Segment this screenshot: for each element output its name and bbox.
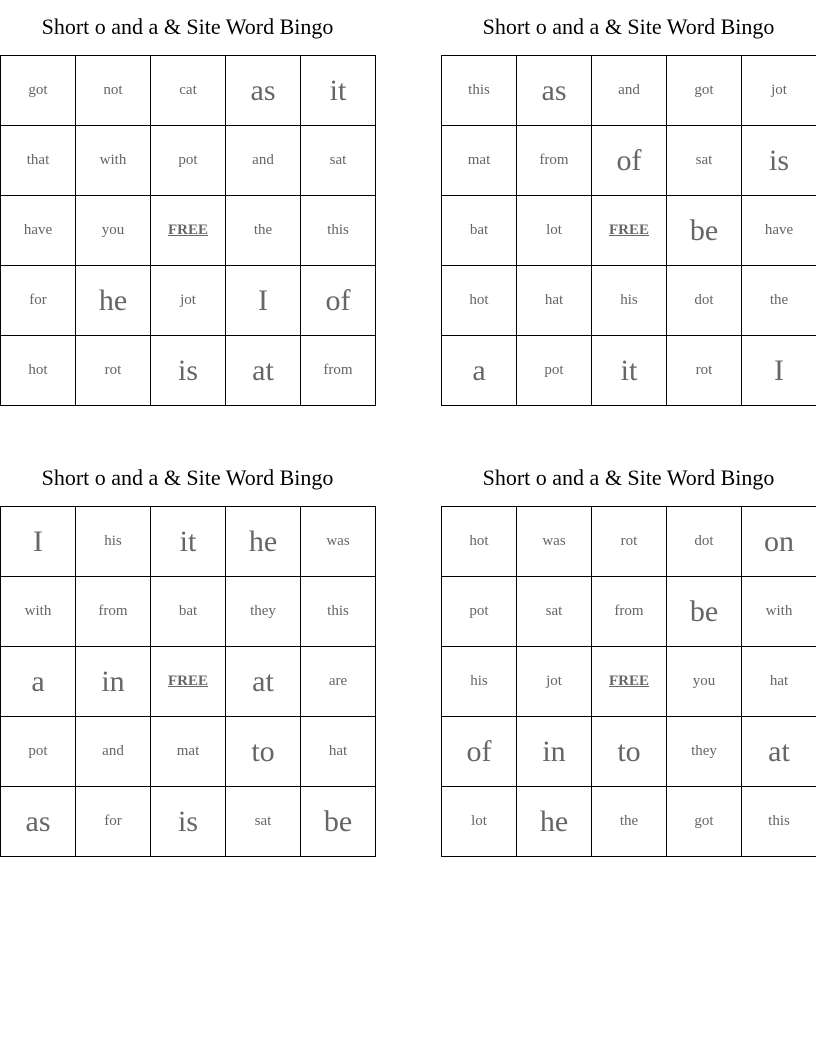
bingo-grid	[0, 506, 376, 857]
card-title: Short o and a & Site Word Bingo	[482, 14, 775, 39]
bingo-cell: sat	[517, 577, 592, 647]
bingo-cell: at	[226, 336, 301, 406]
bingo-card-4	[441, 451, 816, 857]
bingo-cell: hat	[517, 266, 592, 336]
bingo-grid	[0, 55, 376, 406]
bingo-cell: from	[517, 126, 592, 196]
bingo-cell: are	[301, 647, 376, 717]
bingo-cell: in	[517, 717, 592, 787]
bingo-cell: got	[1, 56, 76, 126]
bingo-cell: from	[76, 577, 151, 647]
bingo-cell: lot	[442, 787, 517, 857]
free-space-cell: FREE	[592, 647, 667, 717]
bingo-cell: jot	[742, 56, 816, 126]
bingo-cell: he	[517, 787, 592, 857]
grid-row	[442, 577, 816, 647]
bingo-cell: you	[76, 196, 151, 266]
bingo-cell: it	[592, 336, 667, 406]
bingo-cell: his	[76, 507, 151, 577]
card-title: Short o and a & Site Word Bingo	[482, 465, 775, 490]
bingo-cell: they	[667, 717, 742, 787]
bingo-cell: with	[1, 577, 76, 647]
bingo-cell: his	[442, 647, 517, 717]
grid-row	[1, 56, 376, 126]
bingo-cell: you	[667, 647, 742, 717]
grid-row	[1, 787, 376, 857]
bingo-cell: be	[301, 787, 376, 857]
free-space-cell: FREE	[151, 196, 226, 266]
bingo-cell: a	[442, 336, 517, 406]
bingo-cell: I	[1, 507, 76, 577]
bingo-cell: as	[517, 56, 592, 126]
grid-row	[1, 717, 376, 787]
bingo-cell: to	[226, 717, 301, 787]
bingo-cell: the	[592, 787, 667, 857]
bingo-cell: be	[667, 577, 742, 647]
bingo-cell: lot	[517, 196, 592, 266]
bingo-cell: the	[742, 266, 816, 336]
free-space-cell: FREE	[151, 647, 226, 717]
grid-row	[442, 717, 816, 787]
bingo-cell: and	[76, 717, 151, 787]
grid-row	[442, 336, 816, 406]
bingo-grid	[441, 506, 816, 857]
grid-row	[442, 507, 816, 577]
bingo-cell: that	[1, 126, 76, 196]
bingo-cell: as	[1, 787, 76, 857]
bingo-cell: it	[151, 507, 226, 577]
bingo-cell: pot	[517, 336, 592, 406]
grid-row	[1, 647, 376, 717]
grid-row	[1, 507, 376, 577]
bingo-cell: sat	[301, 126, 376, 196]
bingo-cell: I	[226, 266, 301, 336]
bingo-cell: with	[742, 577, 816, 647]
bingo-cell: this	[742, 787, 816, 857]
bingo-cell: sat	[667, 126, 742, 196]
bingo-cell: in	[76, 647, 151, 717]
bingo-cell: was	[517, 507, 592, 577]
bingo-cell: for	[76, 787, 151, 857]
bingo-cell: rot	[76, 336, 151, 406]
bingo-cell: be	[667, 196, 742, 266]
bingo-cell: from	[301, 336, 376, 406]
bingo-cell: hot	[442, 266, 517, 336]
bingo-cell: this	[442, 56, 517, 126]
bingo-cell: pot	[1, 717, 76, 787]
bingo-cell: was	[301, 507, 376, 577]
bingo-cell: rot	[592, 507, 667, 577]
grid-row	[442, 787, 816, 857]
bingo-cell: pot	[151, 126, 226, 196]
grid-row	[1, 336, 376, 406]
card-title: Short o and a & Site Word Bingo	[41, 465, 334, 490]
bingo-cell: I	[742, 336, 816, 406]
bingo-cell: a	[1, 647, 76, 717]
bingo-cell: mat	[151, 717, 226, 787]
bingo-grid	[441, 55, 816, 406]
grid-row	[442, 56, 816, 126]
bingo-cell: from	[592, 577, 667, 647]
bingo-cell: on	[742, 507, 816, 577]
bingo-cell: have	[742, 196, 816, 266]
bingo-cell: hat	[301, 717, 376, 787]
bingo-cell: jot	[517, 647, 592, 717]
bingo-cell: have	[1, 196, 76, 266]
bingo-cell: his	[592, 266, 667, 336]
bingo-cell: the	[226, 196, 301, 266]
grid-row	[1, 266, 376, 336]
bingo-card-3	[0, 451, 375, 857]
bingo-cell: and	[592, 56, 667, 126]
bingo-card-2	[441, 0, 816, 406]
bingo-cell: bat	[151, 577, 226, 647]
bingo-card-1	[0, 0, 375, 406]
free-space-cell: FREE	[592, 196, 667, 266]
bingo-cell: is	[151, 787, 226, 857]
bingo-cell: of	[442, 717, 517, 787]
grid-row	[442, 266, 816, 336]
bingo-cell: jot	[151, 266, 226, 336]
bingo-cell: he	[76, 266, 151, 336]
bingo-cell: it	[301, 56, 376, 126]
grid-row	[1, 196, 376, 266]
bingo-cell: got	[667, 56, 742, 126]
bingo-cell: is	[151, 336, 226, 406]
bingo-cell: hot	[1, 336, 76, 406]
bingo-cell: sat	[226, 787, 301, 857]
bingo-cell: is	[742, 126, 816, 196]
bingo-cell: dot	[667, 266, 742, 336]
bingo-cell: to	[592, 717, 667, 787]
card-title: Short o and a & Site Word Bingo	[41, 14, 334, 39]
grid-row	[1, 577, 376, 647]
bingo-cell: got	[667, 787, 742, 857]
grid-row	[442, 647, 816, 717]
bingo-cell: and	[226, 126, 301, 196]
bingo-cell: at	[226, 647, 301, 717]
bingo-cell: as	[226, 56, 301, 126]
bingo-cell: at	[742, 717, 816, 787]
bingo-cell: rot	[667, 336, 742, 406]
bingo-cell: hot	[442, 507, 517, 577]
bingo-cell: cat	[151, 56, 226, 126]
bingo-cell: hat	[742, 647, 816, 717]
bingo-cell: this	[301, 577, 376, 647]
grid-row	[1, 126, 376, 196]
grid-row	[442, 196, 816, 266]
bingo-cell: dot	[667, 507, 742, 577]
bingo-cell: bat	[442, 196, 517, 266]
bingo-cell: pot	[442, 577, 517, 647]
bingo-cell: they	[226, 577, 301, 647]
bingo-cell: for	[1, 266, 76, 336]
bingo-cell: mat	[442, 126, 517, 196]
grid-row	[442, 126, 816, 196]
bingo-cell: this	[301, 196, 376, 266]
bingo-cell: with	[76, 126, 151, 196]
bingo-cell: of	[592, 126, 667, 196]
bingo-cell: not	[76, 56, 151, 126]
bingo-cell: he	[226, 507, 301, 577]
bingo-cell: of	[301, 266, 376, 336]
